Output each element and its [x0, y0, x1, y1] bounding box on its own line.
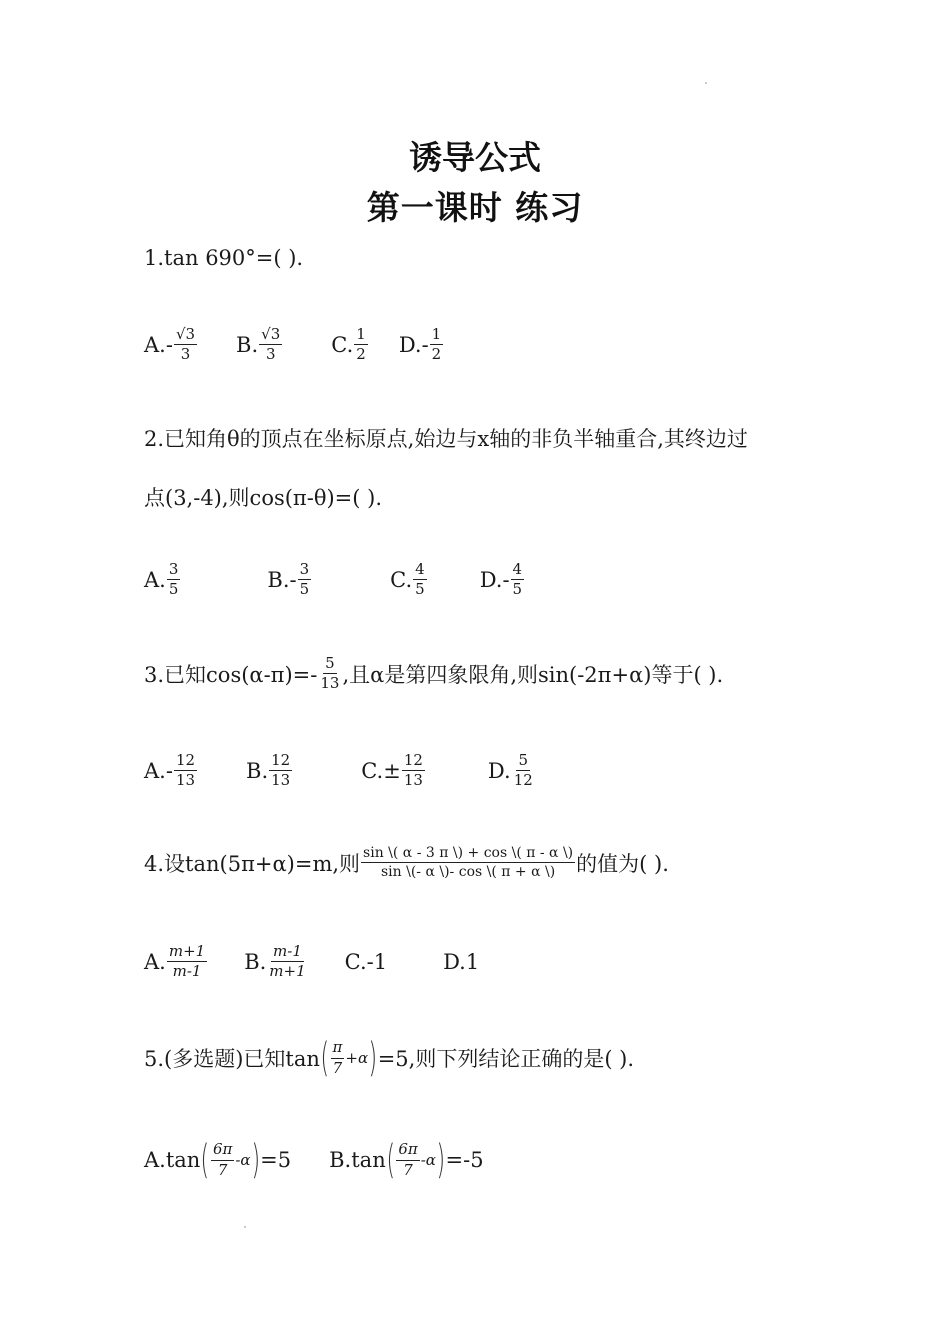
fraction: $\frac{1}{2}$: [431, 325, 442, 364]
option-c[interactable]: C. $\frac{1}{2}$: [331, 325, 366, 364]
fraction: $\frac{√3}{3}$: [261, 325, 281, 364]
fraction: $\frac{4}{5}$: [415, 560, 425, 599]
option-d[interactable]: D.1: [443, 949, 480, 974]
option-c[interactable]: C.± $\frac{12}{13}$: [361, 751, 423, 790]
fraction: $\frac{12}{13}$: [175, 751, 196, 790]
fraction: $\frac{12}{13}$: [271, 751, 291, 790]
question-2-stem-line1: 2.已知角θ的顶点在坐标原点,始边与x轴的非负半轴重合,其终边过: [144, 427, 748, 451]
option-a[interactable]: A. $\frac{m+1}{m-1}$: [144, 942, 206, 981]
question-2-options: [144, 561, 525, 599]
option-d[interactable]: D.- $\frac{1}{2}$: [398, 325, 442, 364]
question-1-stem: 1.tan 690°=( ).: [144, 246, 304, 270]
fraction: $\frac{√3}{3}$: [175, 325, 196, 364]
option-b[interactable]: B. $\frac{12}{13}$: [246, 751, 291, 790]
fraction: $\frac{3}{5}$: [299, 560, 310, 599]
option-a[interactable]: A.tan ( $\frac{6\pi}{7}$ -α ) =5: [144, 1137, 292, 1183]
fraction: $\frac{\pi}{7}$: [332, 1038, 343, 1077]
option-d[interactable]: D.- $\frac{4}{5}$: [479, 560, 523, 599]
option-b[interactable]: B. $\frac{m-1}{m+1}$: [244, 942, 306, 981]
question-1-options: [144, 326, 444, 364]
fraction: $\frac{3}{5}$: [168, 560, 179, 599]
option-d[interactable]: D. $\frac{5}{12}$: [487, 751, 533, 790]
question-5-stem: 5.(多选题)已知tan ( $\frac{\pi}{7}$ +α ) =5,则下列结论正确的是( ).: [144, 1035, 635, 1081]
option-b[interactable]: B.tan ( $\frac{6\pi}{7}$ -α ) =-5: [329, 1137, 484, 1183]
fraction: $\frac{6\pi}{7}$: [398, 1140, 418, 1179]
option-b[interactable]: B. $\frac{√3}{3}$: [236, 325, 281, 364]
option-b[interactable]: B.- $\frac{3}{5}$: [267, 560, 310, 599]
fraction: $\frac{6\pi}{7}$: [212, 1140, 233, 1179]
question-5-options: [144, 1137, 484, 1183]
question-2-stem-line2: 点(3,-4),则cos(π-θ)=( ).: [144, 486, 382, 510]
page-title: 诱导公式: [409, 138, 541, 177]
question-3-options: [144, 752, 536, 790]
option-c[interactable]: C. $\frac{4}{5}$: [390, 560, 425, 599]
option-a[interactable]: A. $\frac{3}{5}$: [144, 560, 179, 599]
page-subtitle: 第一课时 练习: [366, 188, 584, 227]
fraction: $\frac{5}{13}$: [320, 654, 340, 693]
option-a[interactable]: A.- $\frac{√3}{3}$: [144, 325, 196, 364]
fraction: $\frac{\sin \backslash( \alpha - 3 \pi \backslash) + \cos \backslash( \pi - \alpha \backslash)}{\sin \backslash(- \alpha \backslash)- \cos \backslash( \pi + \alpha \backslash)}$: [363, 845, 574, 881]
question-4-options: [144, 943, 479, 981]
fraction: $\frac{5}{12}$: [513, 751, 533, 790]
option-a[interactable]: A.- $\frac{12}{13}$: [144, 751, 196, 790]
fraction: $\frac{12}{13}$: [403, 751, 423, 790]
question-3-stem: 3.已知cos(α-π)=- $\frac{5}{13}$ ,且α是第四象限角,则sin(-2π+α)等于( ).: [144, 654, 724, 693]
fraction: $\frac{m+1}{m-1}$: [168, 942, 206, 981]
question-4-stem: 4.设tan(5π+α)=m,则 $\frac{\sin \backslash( \alpha - 3 \pi \backslash) + \cos \backslash( \pi - \alpha \backslash)}{\sin \backslash(- \alpha \backslash)- \cos \backslash( \pi + \alpha \backslash)}$ 的值为( ).: [144, 845, 669, 881]
option-c[interactable]: C.-1: [344, 949, 388, 974]
scan-dot: [705, 82, 707, 84]
scan-dot: [244, 1226, 246, 1228]
fraction: $\frac{m-1}{m+1}$: [269, 942, 306, 981]
fraction: $\frac{4}{5}$: [512, 560, 523, 599]
fraction: $\frac{1}{2}$: [356, 325, 366, 364]
